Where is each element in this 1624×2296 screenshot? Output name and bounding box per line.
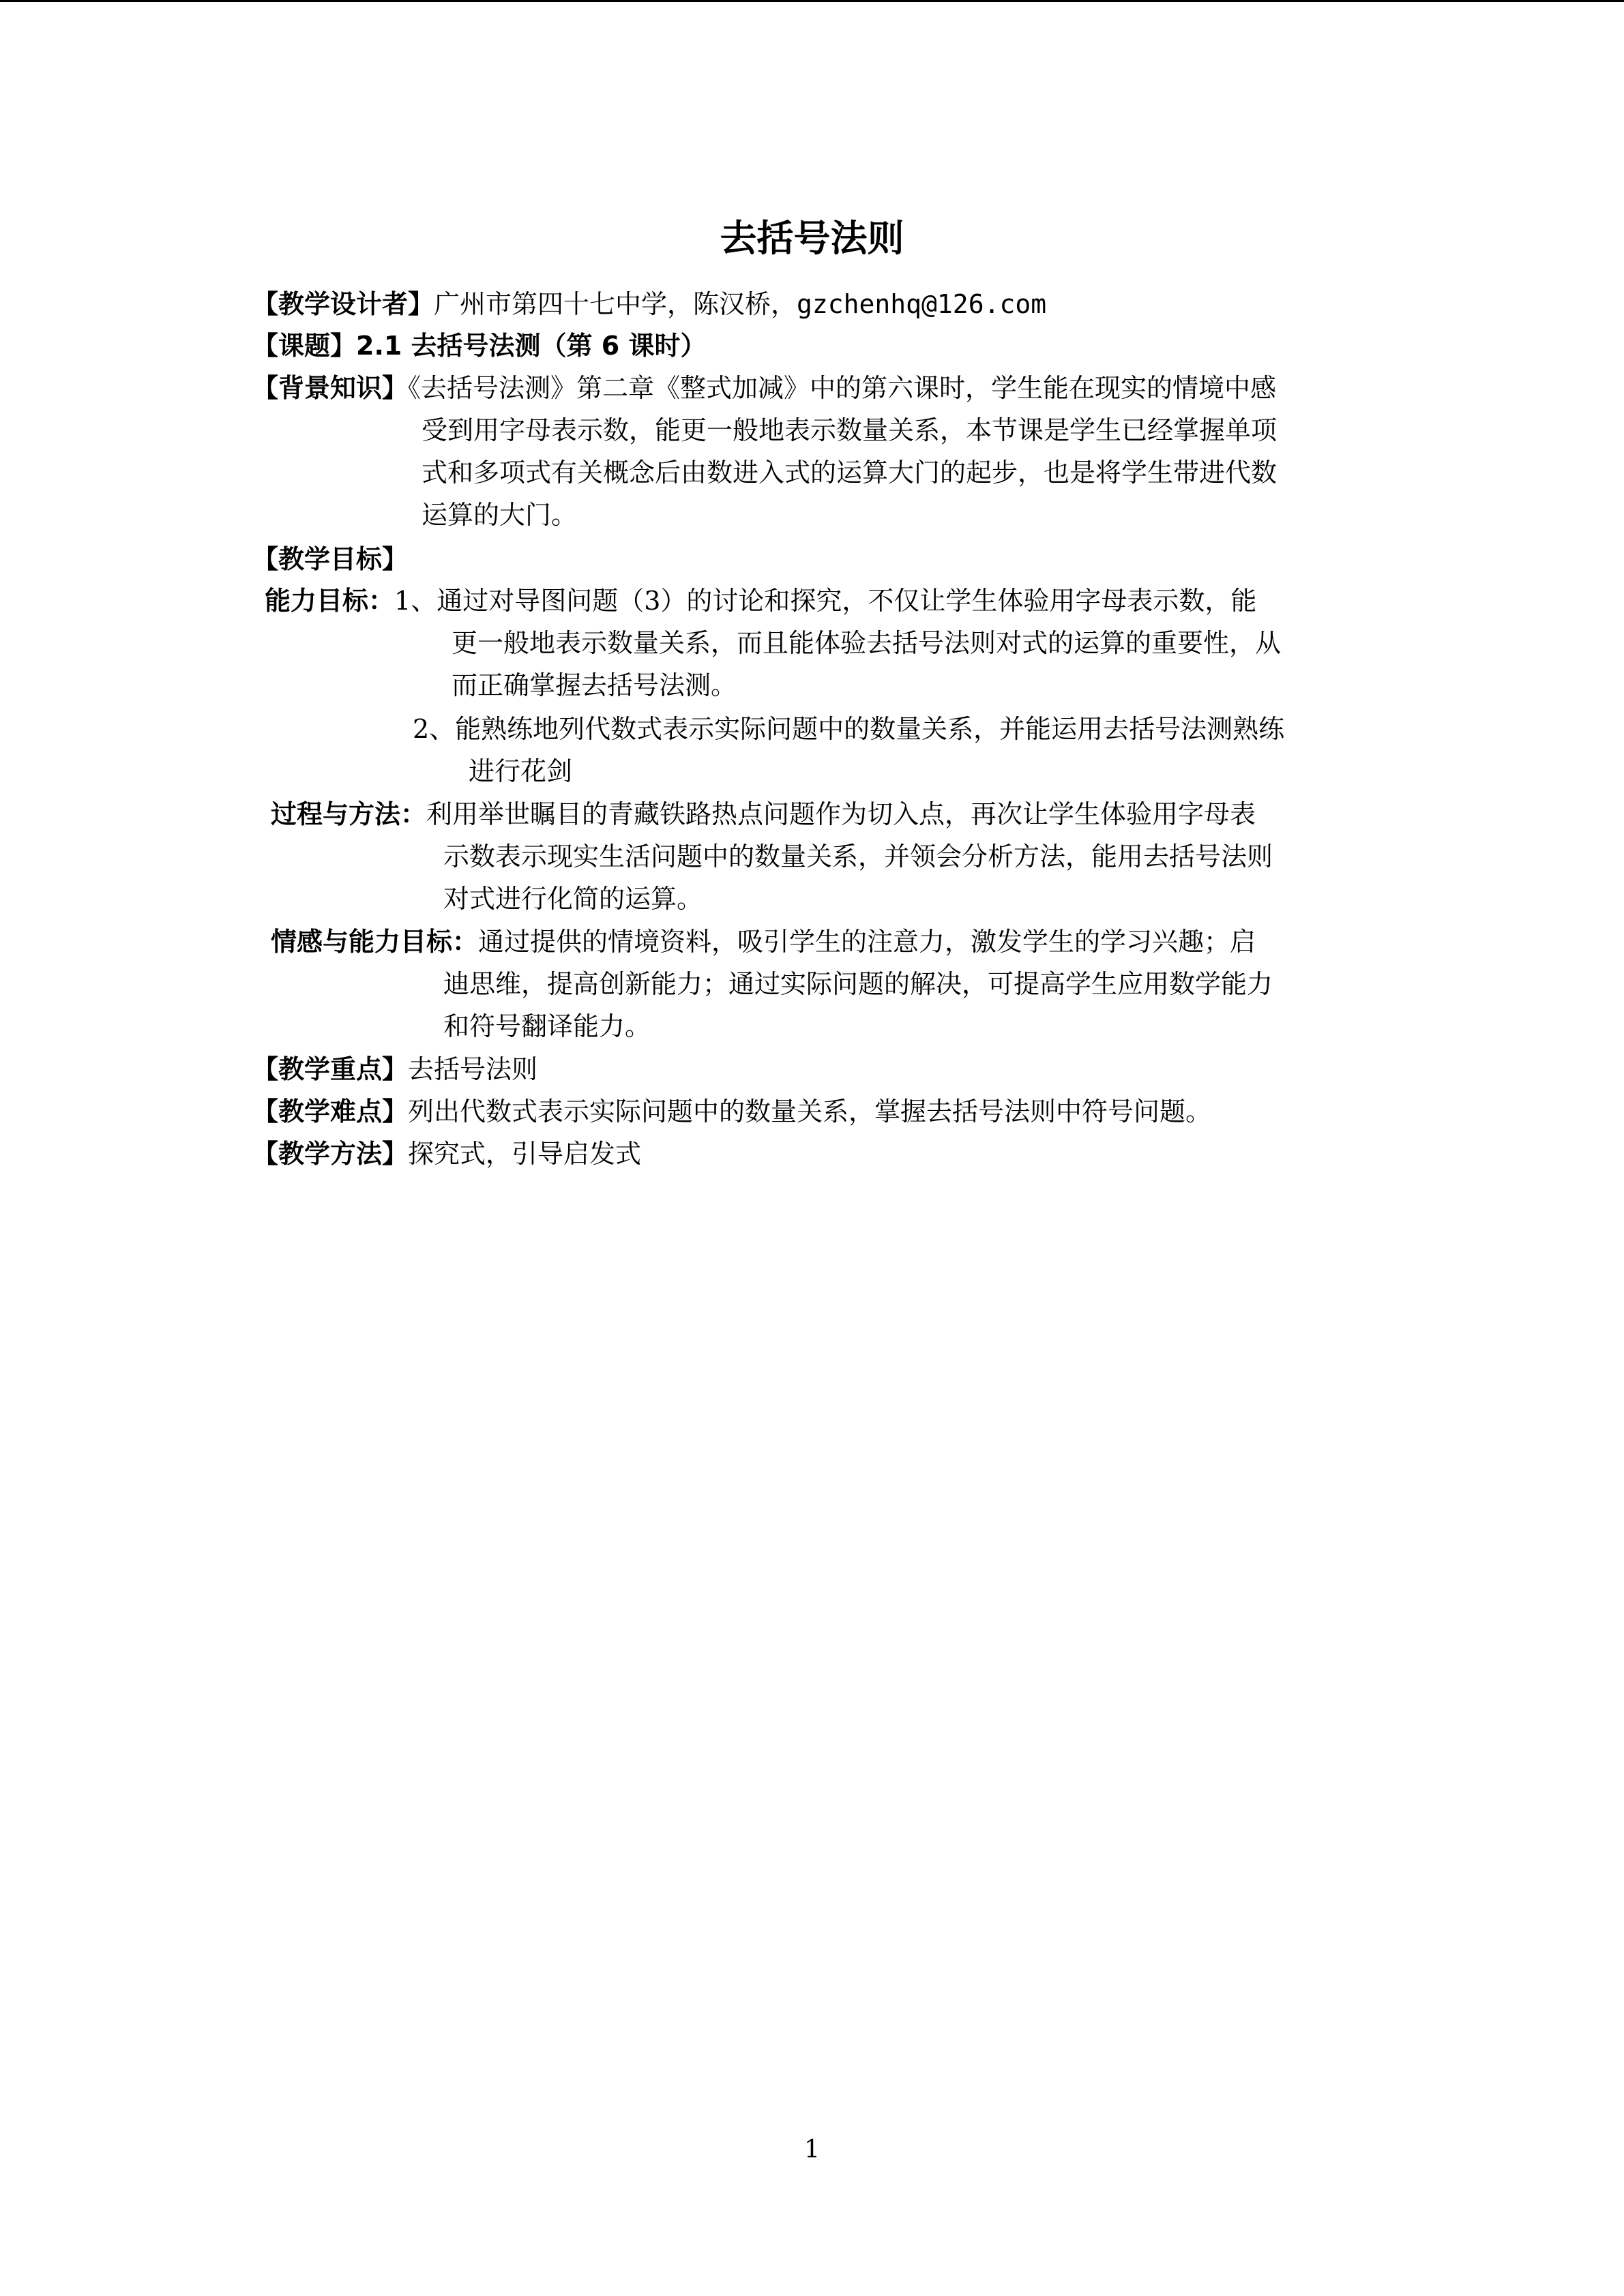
process-line-2: 示数表示现实生活问题中的数量关系，并领会分析方法，能用去括号法则	[443, 841, 1273, 871]
key-point-line	[252, 1048, 537, 1091]
topic-label: 【课题】	[252, 331, 357, 361]
ability-line-1	[265, 580, 1256, 623]
emotion-line-2: 迪思维，提高创新能力；通过实际问题的解决，可提高学生应用数学能力	[443, 969, 1273, 999]
background-line-1	[252, 367, 1276, 410]
top-border-line	[0, 0, 1624, 2]
method-value: 探究式，引导启发式	[408, 1139, 642, 1169]
emotion-label: 情感与能力目标：	[271, 927, 479, 957]
ability-line-2: 更一般地表示数量关系，而且能体验去括号法则对式的运算的重要性，从	[452, 628, 1282, 658]
difficulty-value: 列出代数式表示实际问题中的数量关系，掌握去括号法则中符号问题。	[408, 1097, 1212, 1127]
topic-line	[252, 325, 706, 368]
objectives-label: 【教学目标】	[252, 544, 409, 574]
emotion-line-3: 和符号翻译能力。	[443, 1011, 651, 1041]
background-label: 【背景知识】	[252, 373, 409, 403]
designer-label: 【教学设计者】	[252, 289, 434, 319]
difficulty-line	[252, 1090, 1211, 1133]
process-label: 过程与方法：	[271, 799, 427, 829]
page-number: 1	[804, 2136, 820, 2164]
ability-item1-text: 1、通过对导图问题（3）的讨论和探究，不仅让学生体验用字母表示数，能	[394, 586, 1257, 616]
key-point-label: 【教学重点】	[252, 1054, 409, 1084]
background-text: 《去括号法测》第二章《整式加减》中的第六课时，学生能在现实的情境中感	[408, 373, 1277, 403]
objectives-heading	[252, 538, 408, 581]
background-line-2: 受到用字母表示数，能更一般地表示数量关系，本节课是学生已经掌握单项	[422, 415, 1278, 445]
designer-value: 广州市第四十七中学，陈汉桥，	[434, 289, 797, 319]
background-line-4: 运算的大门。	[422, 500, 578, 530]
difficulty-label: 【教学难点】	[252, 1097, 409, 1127]
ability-item2-line-2: 进行花剑	[469, 756, 573, 786]
ability-item2-line-1: 2、能熟练地列代数式表示实际问题中的数量关系，并能运用去括号法测熟练	[413, 714, 1285, 744]
method-label: 【教学方法】	[252, 1139, 409, 1169]
page-title: 去括号法则	[720, 217, 904, 260]
designer-line	[252, 283, 1046, 326]
process-line-1	[271, 793, 1256, 836]
process-text: 利用举世瞩目的青藏铁路热点问题作为切入点，再次让学生体验用字母表	[426, 799, 1256, 829]
emotion-text: 通过提供的情境资料，吸引学生的注意力，激发学生的学习兴趣；启	[478, 927, 1256, 957]
emotion-line-1	[271, 921, 1256, 964]
key-point-value: 去括号法则	[408, 1054, 538, 1084]
method-line	[252, 1133, 641, 1176]
topic-value: 2.1 去括号法测（第 6 课时）	[356, 331, 707, 361]
designer-email: gzchenhq@126.com	[797, 289, 1047, 319]
ability-line-3: 而正确掌握去括号法测。	[452, 670, 737, 700]
background-line-3: 式和多项式有关概念后由数进入式的运算大门的起步，也是将学生带进代数	[422, 458, 1278, 488]
ability-label: 能力目标：	[265, 586, 395, 616]
process-line-3: 对式进行化简的运算。	[443, 884, 703, 914]
